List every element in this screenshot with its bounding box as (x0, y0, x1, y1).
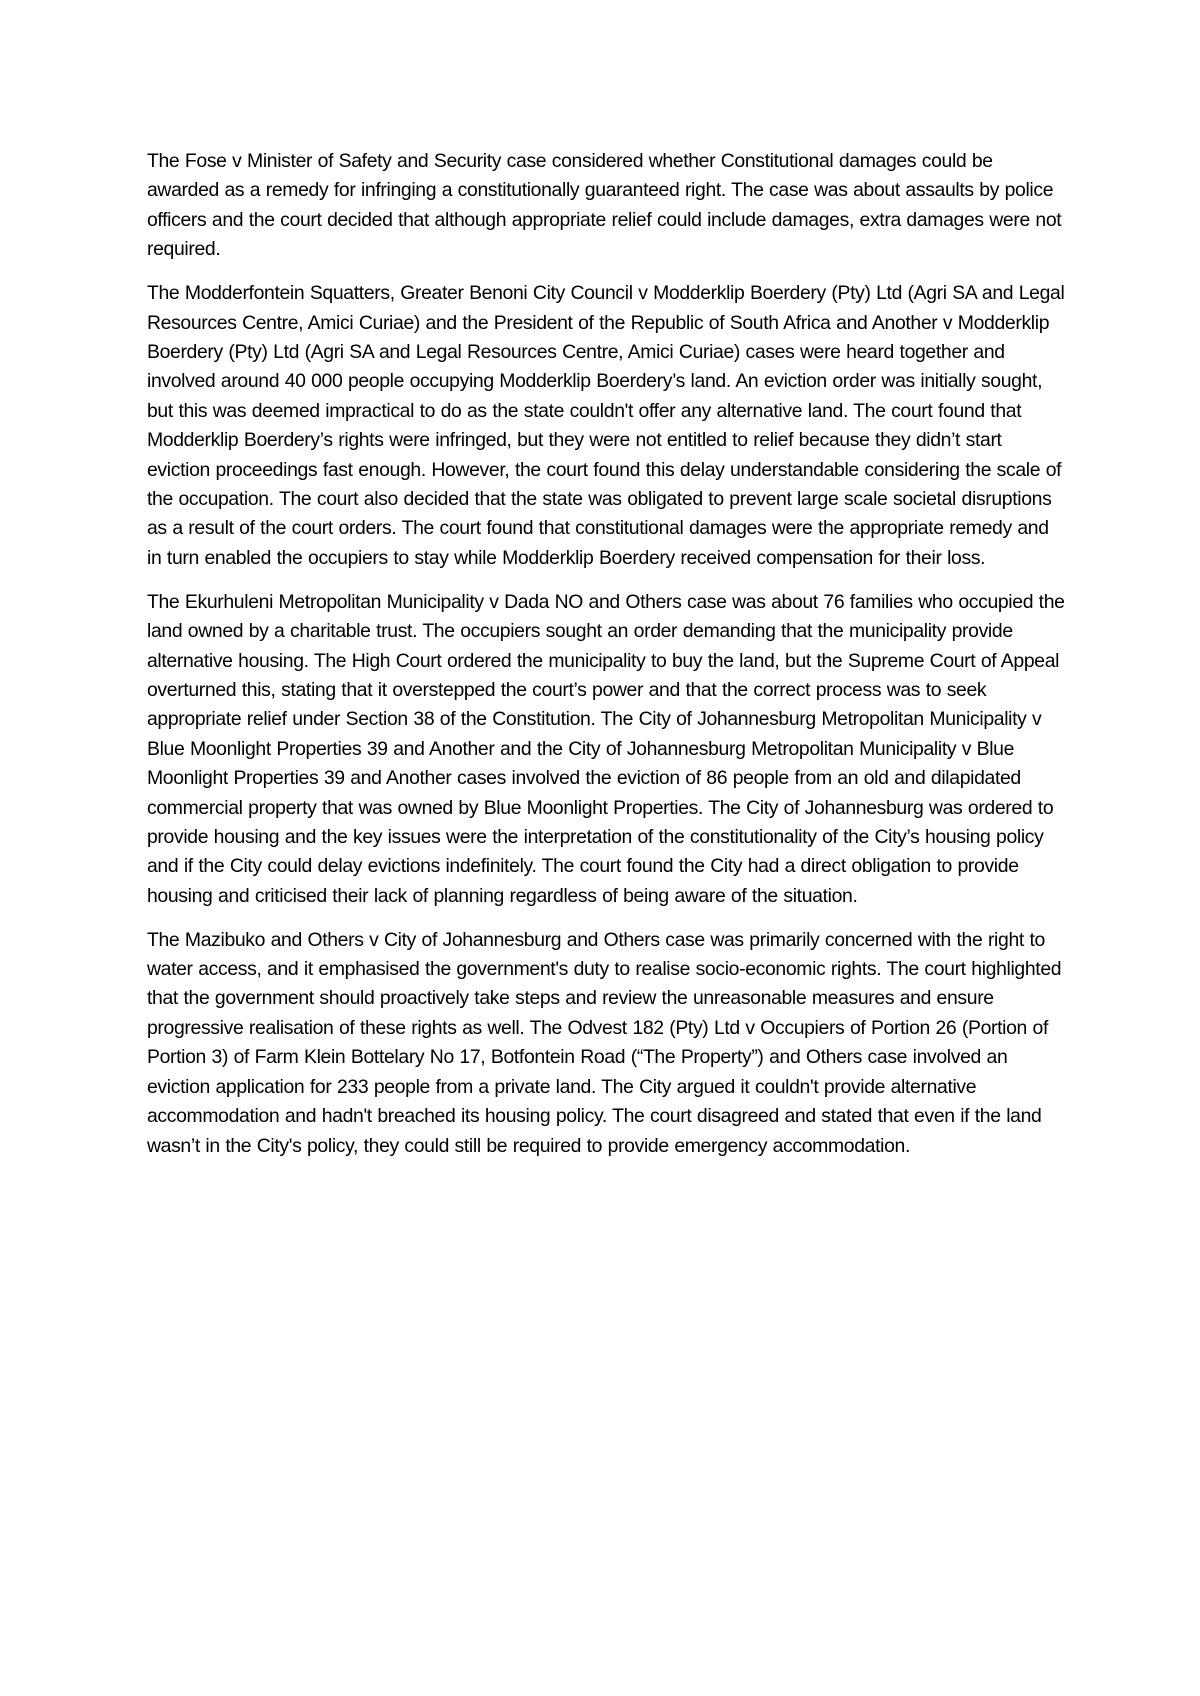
paragraph-modderklip-case: The Modderfontein Squatters, Greater Benoni City Council v Modderklip Boerdery (Pty) Ltd (Agri SA and Legal Resources Centre, Amici Curiae) and the President of the Republic of South Africa and Another v Modderklip Boerdery (Pty) Ltd (Agri SA and Legal Resources Centre, Amici Curiae) cases were heard together and involved around 40 000 people occupying Modderklip Boerdery’s land. An eviction order was initially sought, but this was deemed impractical to do as the state couldn't offer any alternative land. The court found that Modderklip Boerdery’s rights were infringed, but they were not entitled to relief because they didn’t start eviction proceedings fast enough. However, the court found this delay understandable considering the scale of the occupation. The court also decided that the state was obligated to prevent large scale societal disruptions as a result of the court orders. The court found that constitutional damages were the appropriate remedy and in turn enabled the occupiers to stay while Modderklip Boerdery received compensation for their loss. (147, 282, 1065, 569)
document-body (147, 147, 1065, 1175)
paragraph-mazibuko-odvest-cases: The Mazibuko and Others v City of Johannesburg and Others case was primarily concerned with the right to water access, and it emphasised the government's duty to realise socio-economic rights. The court highlighted that the government should proactively take steps and review the unreasonable measures and ensure progressive realisation of these rights as well. The Odvest 182 (Pty) Ltd v Occupiers of Portion 26 (Portion of Portion 3) of Farm Klein Bottelary No 17, Botfontein Road (“The Property”) and Others case involved an eviction application for 233 people from a private land. The City argued it couldn't provide alternative accommodation and hadn't breached its housing policy. The court disagreed and stated that even if the land wasn’t in the City's policy, they could still be required to provide emergency accommodation. (147, 928, 1062, 1157)
paragraph-fose-case: The Fose v Minister of Safety and Security case considered whether Constitutional damages could be awarded as a remedy for infringing a constitutionally guaranteed right. The case was about assaults by police officers and the court decided that although appropriate relief could include damages, extra damages were not required. (147, 150, 1062, 261)
paragraph-ekurhuleni-blue-moonlight-cases: The Ekurhuleni Metropolitan Municipality v Dada NO and Others case was about 76 families who occupied the land owned by a charitable trust. The occupiers sought an order demanding that the municipality provide alternative housing. The High Court ordered the municipality to buy the land, but the Supreme Court of Appeal overturned this, stating that it overstepped the court’s power and that the correct process was to seek appropriate relief under Section 38 of the Constitution. The City of Johannesburg Metropolitan Municipality v Blue Moonlight Properties 39 and Another and the City of Johannesburg Metropolitan Municipality v Blue Moonlight Properties 39 and Another cases involved the eviction of 86 people from an old and dilapidated commercial property that was owned by Blue Moonlight Properties. The City of Johannesburg was ordered to provide housing and the key issues were the interpretation of the constitutionality of the City’s housing policy and if the City could delay evictions indefinitely. The court found the City had a direct obligation to provide housing and criticised their lack of planning regardless of being aware of the situation. (147, 590, 1065, 907)
